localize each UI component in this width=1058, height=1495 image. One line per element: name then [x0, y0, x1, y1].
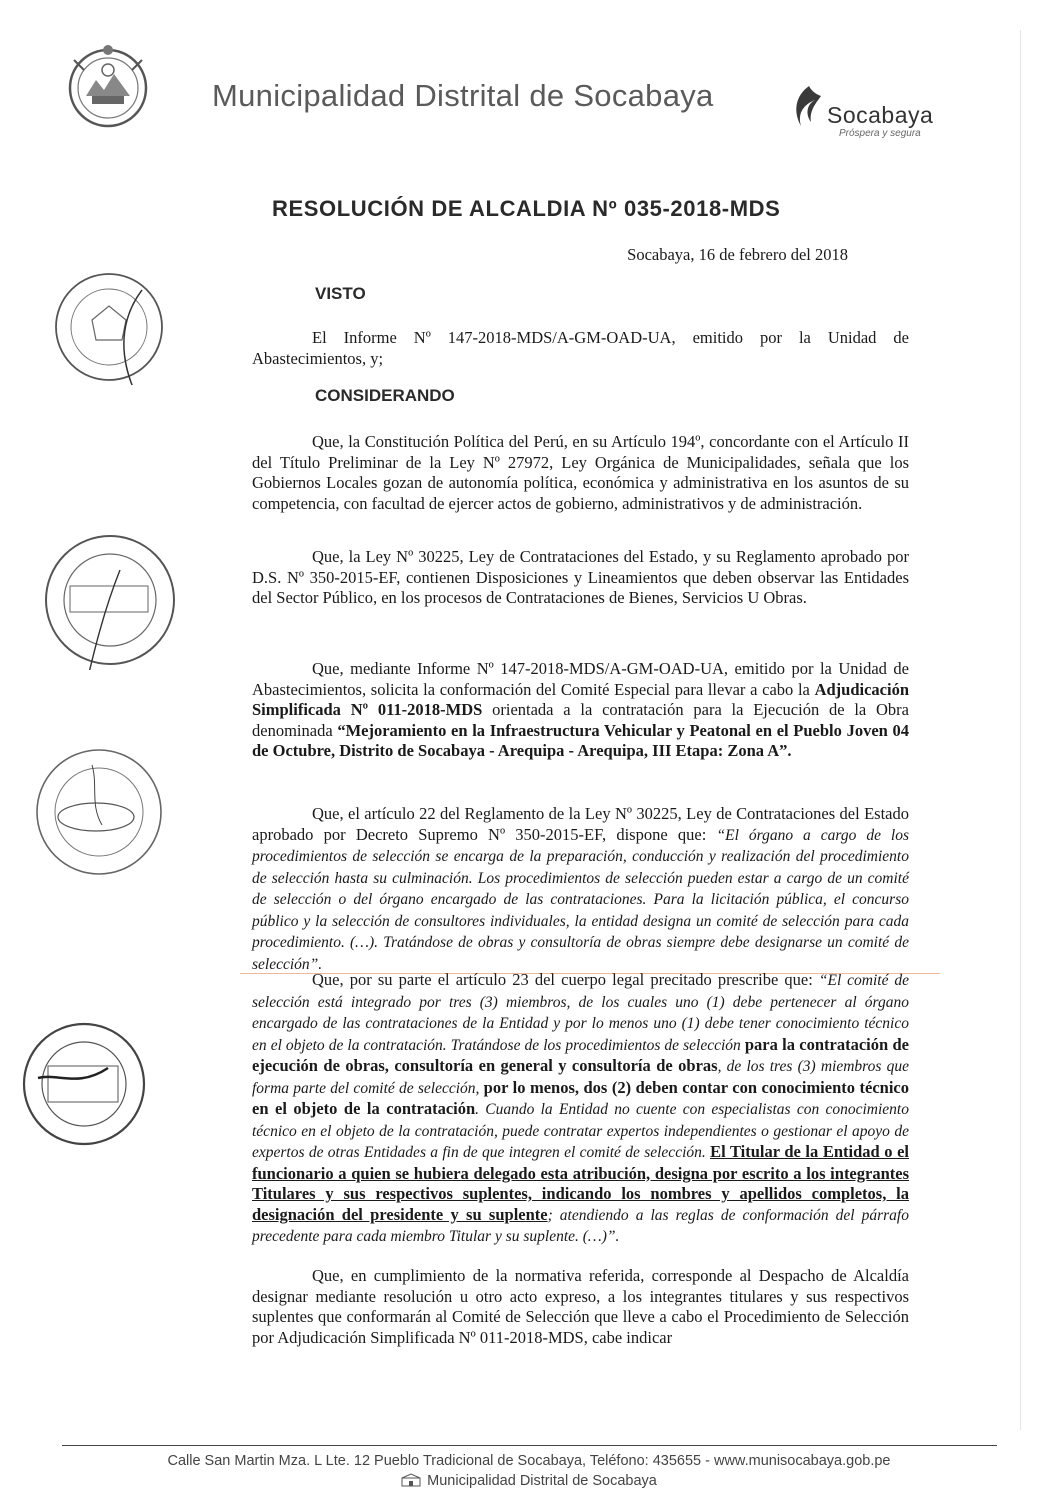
page-margin-line: [1020, 30, 1021, 1430]
brand-name: Socabaya: [827, 102, 934, 128]
footer-address: Calle San Martin Mza. L Lte. 12 Pueblo Tradicional de Socabaya, Teléfono: 435655 - www.munisocabaya.gob.pe: [167, 1453, 891, 1469]
brand-flame-icon: [787, 82, 827, 138]
brand-logo: [787, 82, 967, 142]
gerencia-municipal-seal-stamp-icon: [40, 530, 180, 670]
considerando-paragraph-2: Que, la Ley Nº 30225, Ley de Contrataciones del Estado, y su Reglamento aprobado por D.S. Nº 350-2015-EF, contienen Disposiciones y Lineamientos que deben observar las Entidades del Sector Público, en los procesos de Contrataciones de Bienes, Servicios U Obras.: [252, 547, 909, 607]
resolution-title: RESOLUCIÓN DE ALCALDIA Nº 035-2018-MDS: [272, 196, 781, 221]
municipal-building-icon: [401, 1473, 421, 1487]
secretaria-general-seal-stamp-icon: [32, 745, 167, 880]
considerando-paragraph-4: Que, el artículo 22 del Reglamento de la Ley Nº 30225, Ley de Contrataciones del Estado aprobado por Decreto Supremo Nº 350-2015-EF, dispone que: “El órgano a cargo de los procedimientos de selección se encarga de la preparación, conducción y realización del procedimiento de selección hasta su culminación. Los procedimientos de selección pueden estar a cargo de un comité de selección o del órgano encargado de las contrataciones. Para la licitación pública, el concurso público y la selección de consultores individuales, la entidad designa un comité de selección para cada procedimiento. (…). Tratándose de obras y consultoría de obras siempre debe designarse un comité de selección”.: [252, 804, 909, 973]
oficina-asesoria-juridica-seal-stamp-icon: [18, 1018, 150, 1150]
municipal-coat-of-arms-icon: [62, 40, 154, 132]
considerando-paragraph-1: Que, la Constitución Política del Perú, en su Artículo 194º, concordante con el Artículo II del Título Preliminar de la Ley Nº 27972, Ley Orgánica de Municipalidades, señala que los Gobiernos Locales gozan de autonomía política, económica y administrativa en los asuntos de su competencia, con facultad de ejercer actos de gobierno, administrativos y de administración.: [252, 432, 909, 513]
visto-paragraph: El Informe Nº 147-2018-MDS/A-GM-OAD-UA, emitido por la Unidad de Abastecimientos, y;: [252, 328, 909, 368]
considerando-heading: CONSIDERANDO: [315, 386, 455, 405]
brand-tagline: Próspera y segura: [839, 128, 921, 139]
considerando-paragraph-5: Que, por su parte el artículo 23 del cuerpo legal precitado prescribe que: “El comité de selección está integrado por tres (3) miembros, de los cuales uno (1) debe pertenecer al órgano encargado de las contrataciones de la Entidad y por lo menos uno (1) debe tener conocimiento técnico en el objeto de la contratación. Tratándose de los procedimientos de selección para la contratación de ejecución de obras, consultoría en general y consultoría de obras, de los tres (3) miembros que forma parte del comité de selección, por lo menos, dos (2) deben contar con conocimiento técnico en el objeto de la contratación. Cuando la Entidad no cuente con especialistas con conocimiento técnico en el objeto de la contratación, puede contratar expertos independientes o gestionar el apoyo de expertos de otras Entidades a fin de que integren el comité de selección. El Titular de la Entidad o el funcionario a quien se hubiera delegado esta atribución, designa por escrito a los integrantes Titulares y sus respectivos suplentes, indicando los nombres y apellidos completos, la designación del presidente y su suplente; atendiendo a las reglas de conformación del párrafo precedente para cada miembro Titular y su suplente. (…)”.: [252, 970, 909, 1245]
footer-institution: [0, 1473, 1058, 1489]
footer-institution-name: Municipalidad Distrital de Socabaya: [427, 1473, 657, 1489]
footer-divider: [62, 1445, 997, 1446]
considerando-paragraph-3: Que, mediante Informe Nº 147-2018-MDS/A-GM-OAD-UA, emitido por la Unidad de Abastecimientos, solicita la conformación del Comité Especial para llevar a cabo la Adjudicación Simplificada Nº 011-2018-MDS orientada a la contratación para la Ejecución de la Obra denominada “Mejoramiento en la Infraestructura Vehicular y Peatonal en el Pueblo Joven 04 de Octubre, Distrito de Socabaya - Arequipa - Arequipa, III Etapa: Zona A”.: [252, 659, 909, 760]
alcaldia-seal-stamp-icon: [52, 270, 167, 385]
document-date: Socabaya, 16 de febrero del 2018: [627, 245, 848, 264]
considerando-paragraph-6: Que, en cumplimiento de la normativa referida, corresponde al Despacho de Alcaldía designar mediante resolución u otro acto expreso, a los integrantes titulares y sus respectivos suplentes que conformarán al Comité de Selección que lleve a cabo el Procedimiento de Selección por Adjudicación Simplificada Nº 011-2018-MDS, cabe indicar: [252, 1266, 909, 1347]
visto-heading: VISTO: [315, 284, 366, 303]
header-title: Municipalidad Distrital de Socabaya: [212, 78, 714, 113]
